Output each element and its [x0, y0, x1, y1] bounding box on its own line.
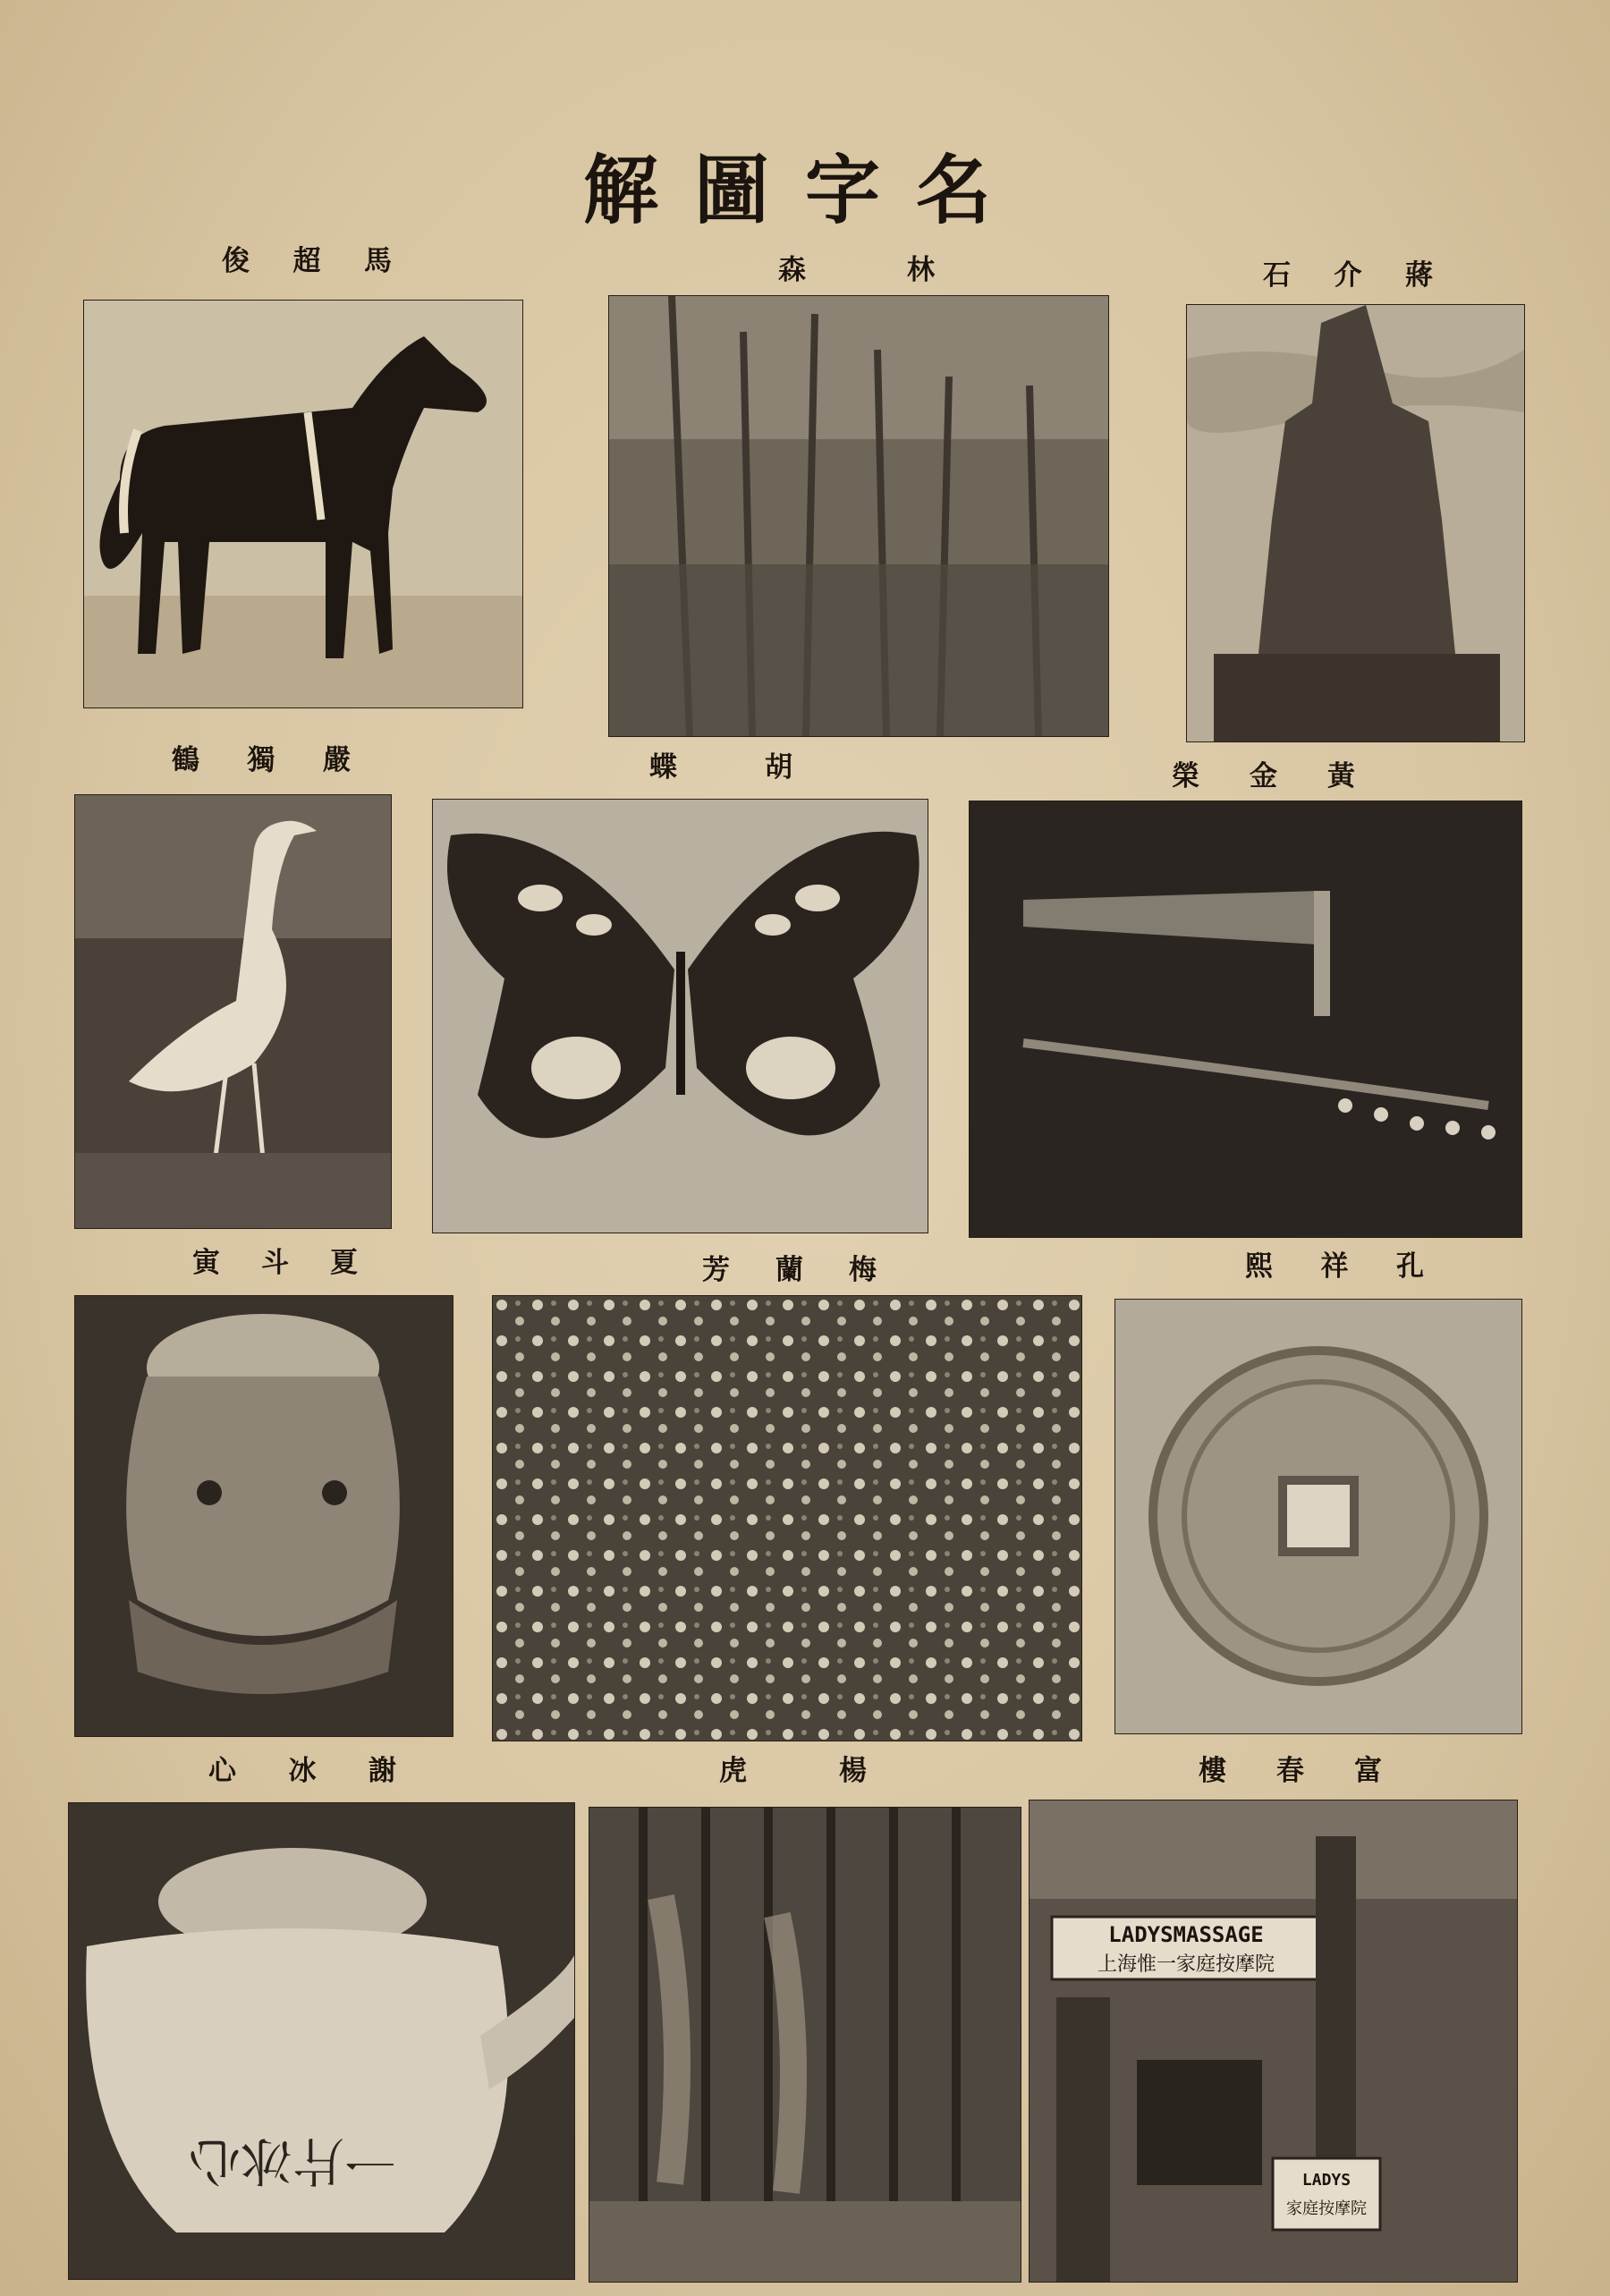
photo-storefront	[1029, 1800, 1518, 2283]
caption-forest	[778, 252, 935, 288]
caption-vessel	[192, 1245, 358, 1281]
caption-char: 超	[292, 245, 321, 277]
caption-crane	[172, 742, 351, 778]
caption-monument	[1263, 258, 1433, 293]
caption-char: 林	[907, 254, 935, 286]
caption-char: 蔣	[1405, 259, 1433, 292]
stone-monument-icon	[1187, 305, 1524, 741]
caption-char: 蝶	[649, 751, 677, 784]
caption-char: 謝	[369, 1755, 396, 1787]
caption-gold	[1172, 758, 1355, 794]
photo-gold	[969, 801, 1522, 1238]
photo-butterfly	[432, 799, 928, 1233]
caption-char: 心	[208, 1755, 236, 1787]
photo-plum	[492, 1295, 1082, 1741]
caption-coin	[1245, 1249, 1424, 1284]
forest-icon	[609, 296, 1108, 736]
storefront-icon	[1030, 1800, 1517, 2282]
caption-plum	[702, 1252, 877, 1288]
caption-char: 斗	[261, 1247, 289, 1279]
caption-char: 森	[778, 254, 806, 286]
sign-english: LADYSMASSAGE	[1108, 1922, 1264, 1947]
caption-storefront	[1199, 1753, 1382, 1789]
photo-coin	[1114, 1299, 1522, 1734]
photo-teapot	[68, 1802, 575, 2280]
caption-tiger	[719, 1753, 867, 1789]
caption-char: 樓	[1199, 1755, 1226, 1787]
plum-blossoms-icon	[493, 1296, 1081, 1741]
photo-vessel	[74, 1295, 453, 1737]
page-title: 解圖字名	[582, 146, 1027, 234]
caption-char: 春	[1276, 1755, 1304, 1787]
caption-char: 梅	[849, 1254, 877, 1286]
caption-char: 胡	[765, 751, 792, 784]
caption-char: 鶴	[172, 744, 199, 776]
photo-forest	[608, 295, 1109, 737]
caption-char: 金	[1250, 760, 1277, 792]
crane-icon	[75, 795, 391, 1228]
square-hole-coin-icon	[1115, 1300, 1521, 1733]
golden-lights-icon	[970, 801, 1521, 1237]
caption-horse	[222, 243, 392, 279]
tiger-cage-icon	[589, 1808, 1021, 2282]
caption-char: 獨	[247, 744, 275, 776]
caption-char: 芳	[702, 1254, 730, 1286]
caption-char: 介	[1334, 259, 1362, 292]
photo-crane	[74, 794, 392, 1229]
caption-char: 黃	[1327, 760, 1355, 792]
small-sign-english: LADYS	[1301, 2171, 1352, 2190]
photo-monument	[1186, 304, 1525, 742]
caption-char: 富	[1354, 1755, 1382, 1787]
caption-char: 俊	[222, 245, 250, 277]
caption-teapot	[208, 1753, 396, 1789]
caption-char: 石	[1263, 259, 1291, 292]
caption-char: 虎	[719, 1755, 747, 1787]
teapot-inscription: 一片冰心	[188, 2131, 397, 2191]
caption-butterfly	[649, 750, 792, 785]
caption-char: 榮	[1172, 760, 1199, 792]
caption-char: 寅	[192, 1247, 220, 1279]
caption-char: 馬	[364, 245, 392, 277]
caption-char: 楊	[839, 1755, 867, 1787]
bronze-vessel-icon	[75, 1296, 453, 1736]
caption-char: 嚴	[323, 744, 351, 776]
caption-char: 祥	[1320, 1250, 1349, 1283]
sign-chinese: 上海惟一家庭按摩院	[1097, 1953, 1275, 1976]
photo-horse	[83, 300, 523, 708]
photo-tiger	[589, 1807, 1021, 2283]
caption-char: 熙	[1245, 1250, 1273, 1283]
small-sign-chinese: 家庭按摩院	[1286, 2199, 1367, 2218]
caption-char: 孔	[1396, 1250, 1424, 1283]
caption-char: 蘭	[775, 1254, 803, 1286]
horse-icon	[84, 301, 522, 707]
teapot-icon	[69, 1803, 574, 2279]
caption-char: 冰	[288, 1755, 317, 1787]
caption-char: 夏	[330, 1247, 358, 1279]
butterfly-icon	[433, 800, 928, 1233]
